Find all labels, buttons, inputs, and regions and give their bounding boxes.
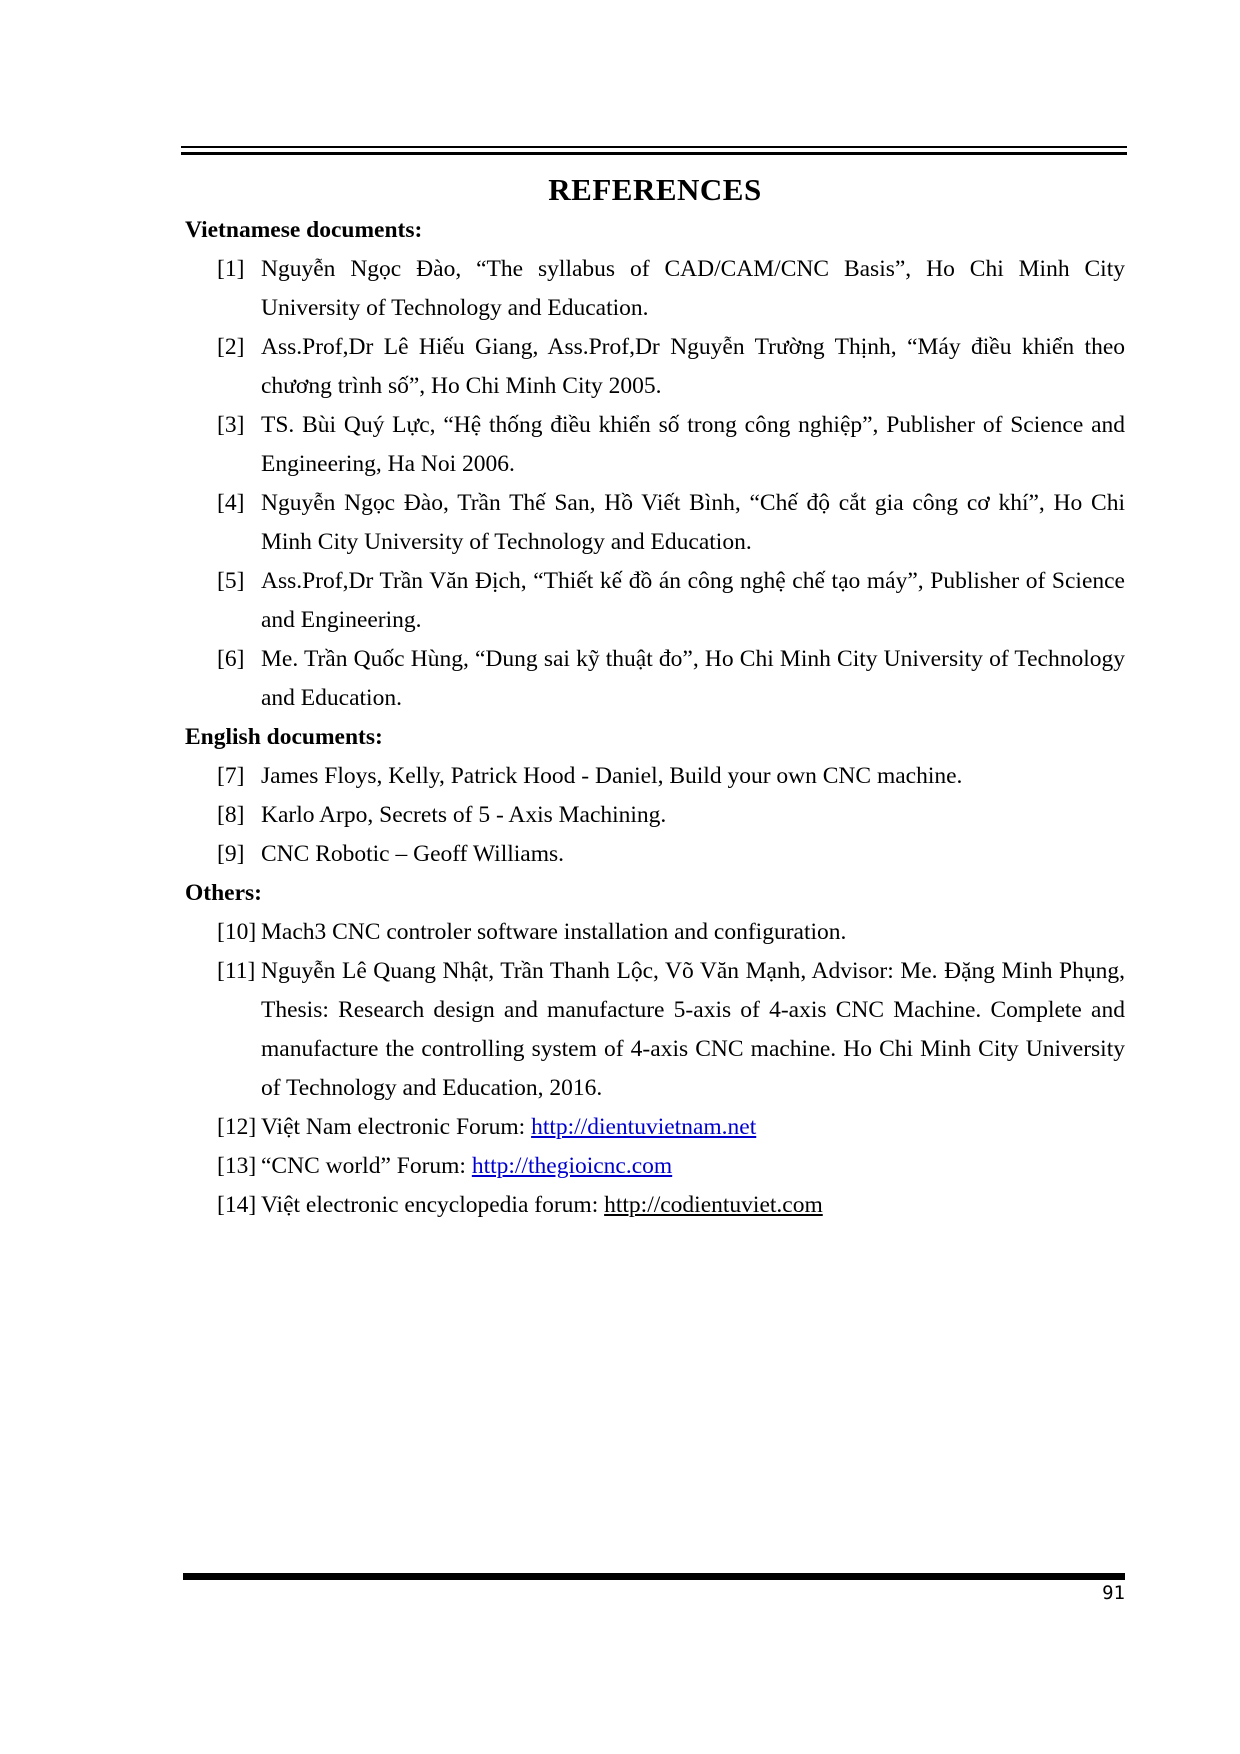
reference-item: [185, 757, 1125, 796]
reference-item: [185, 913, 1125, 952]
section-heading-english: English documents:: [185, 724, 383, 750]
reference-link-prefix: “CNC world” Forum:: [261, 1153, 472, 1179]
reference-text: [261, 1108, 1125, 1147]
page-title: REFERENCES: [548, 172, 762, 207]
reference-item: [185, 484, 1125, 562]
reference-text: Nguyễn Ngọc Đào, “The syllabus of CAD/CAM/CNC Basis”, Ho Chi Minh City University of Technology and Education.: [261, 256, 1125, 321]
reference-text: Mach3 CNC controler software installation and configuration.: [261, 919, 847, 945]
reference-number: [4]: [217, 490, 245, 516]
page-number: 91: [1102, 1582, 1125, 1604]
reference-item: [185, 1108, 1125, 1147]
reference-item: [185, 1147, 1125, 1186]
reference-text: James Floys, Kelly, Patrick Hood - Daniel, Build your own CNC machine.: [261, 763, 963, 789]
reference-number: [3]: [217, 412, 245, 438]
reference-number: [9]: [217, 841, 245, 867]
reference-item: [185, 952, 1125, 1108]
reference-item: [185, 835, 1125, 874]
bottom-divider: [183, 1573, 1125, 1580]
reference-text: Nguyễn Ngọc Đào, Trần Thế San, Hồ Viết Bình, “Chế độ cắt gia công cơ khí”, Ho Chi Minh City University of Technology and Education.: [261, 490, 1125, 555]
reference-text: CNC Robotic – Geoff Williams.: [261, 841, 565, 867]
reference-list: [185, 211, 1125, 1225]
reference-item: [185, 1186, 1125, 1225]
reference-link-prefix: Việt Nam electronic Forum:: [261, 1114, 532, 1140]
reference-item: [185, 250, 1125, 328]
reference-number: [6]: [217, 646, 245, 672]
thegioicnc-link[interactable]: http://thegioicnc.com: [471, 1153, 673, 1179]
reference-text: Nguyễn Lê Quang Nhật, Trần Thanh Lộc, Võ Văn Mạnh, Advisor: Me. Đặng Minh Phụng, Thesis: Research design and manufacture 5-axis of 4-axis CNC Machine. Complete and manufacture the controlling system of 4-axis CNC machine. Ho Chi Minh City University of Technology and Education, 2016.: [261, 958, 1125, 1101]
reference-number: [14]: [217, 1192, 257, 1218]
reference-text: [261, 1186, 1125, 1225]
top-divider: [181, 146, 1127, 155]
reference-number: [2]: [217, 334, 245, 360]
page-content: [185, 146, 1125, 1225]
reference-link-prefix: Việt electronic encyclopedia forum:: [261, 1192, 605, 1218]
reference-number: [11]: [217, 958, 256, 984]
reference-number: [8]: [217, 802, 245, 828]
reference-number: [1]: [217, 256, 245, 282]
reference-text: Karlo Arpo, Secrets of 5 - Axis Machining.: [261, 802, 667, 828]
reference-number: [13]: [217, 1153, 257, 1179]
reference-number: [7]: [217, 763, 245, 789]
section-heading-others: Others:: [185, 880, 263, 906]
codientuviet-link[interactable]: http://codientuviet.com: [604, 1192, 823, 1218]
reference-item: [185, 796, 1125, 835]
reference-item: [185, 562, 1125, 640]
reference-text: [261, 1147, 1125, 1186]
reference-item: [185, 328, 1125, 406]
dientuvietnam-link[interactable]: http://dientuvietnam.net: [531, 1114, 757, 1140]
reference-item: [185, 640, 1125, 718]
reference-item: [185, 406, 1125, 484]
section-heading-vietnamese: Vietnamese documents:: [185, 217, 423, 243]
reference-text: Me. Trần Quốc Hùng, “Dung sai kỹ thuật đo”, Ho Chi Minh City University of Technology and Education.: [261, 646, 1125, 711]
reference-number: [10]: [217, 919, 257, 945]
reference-number: [12]: [217, 1114, 257, 1140]
reference-text: Ass.Prof,Dr Lê Hiếu Giang, Ass.Prof,Dr Nguyễn Trường Thịnh, “Máy điều khiển theo chương trình số”, Ho Chi Minh City 2005.: [261, 334, 1125, 399]
reference-text: Ass.Prof,Dr Trần Văn Địch, “Thiết kế đồ án công nghệ chế tạo máy”, Publisher of Science and Engineering.: [261, 568, 1125, 633]
reference-text: TS. Bùi Quý Lực, “Hệ thống điều khiển số trong công nghiệp”, Publisher of Science and Engineering, Ha Noi 2006.: [261, 412, 1125, 477]
reference-number: [5]: [217, 568, 245, 594]
